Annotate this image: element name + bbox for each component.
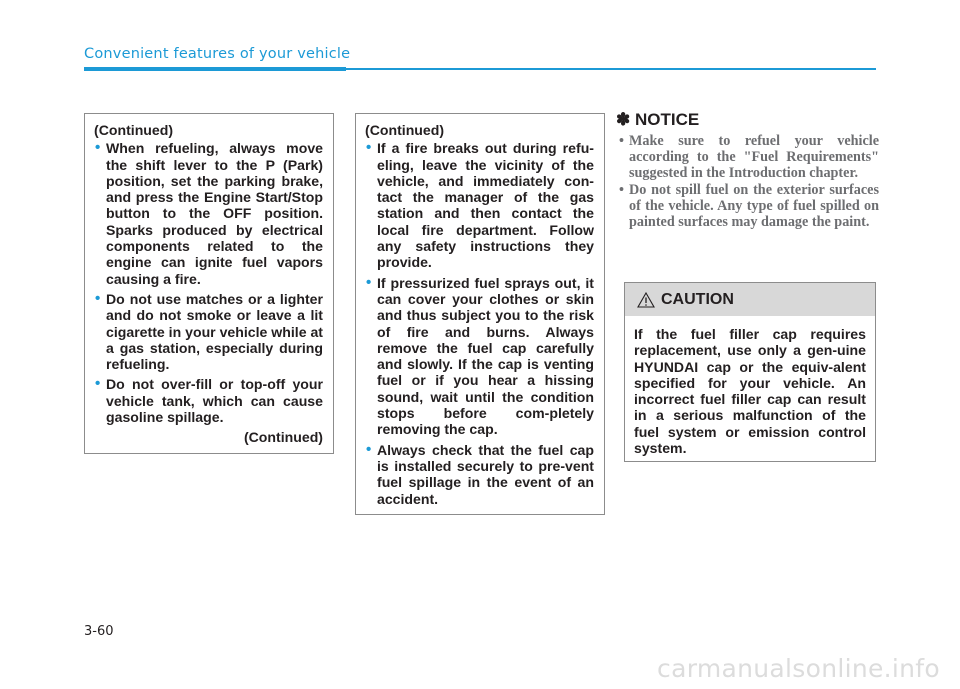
list-item: • Do not spill fuel on the exterior surfaces of the vehicle. Any type of fuel spilled on painted surfaces may damage the paint. [619, 181, 879, 231]
list-item: • Make sure to refuel your vehicle according to the "Fuel Requirements" suggested in the Introduction chapter. [619, 133, 879, 182]
list-item: • When refueling, always move the shift lever to the P (Park) position, set the parking brake, and press the Engine Start/Stop button to the OFF position. Sparks produced by electrical components related to the engine can ignite fuel vapors causing a fire. [95, 139, 323, 287]
continued-label: (Continued) [365, 122, 445, 138]
header-rule-thick [84, 67, 346, 71]
warning-box-middle [355, 113, 605, 515]
caution-header [625, 283, 875, 316]
list-item: • Do not use matches or a lighter and do not smoke or leave a lit cigarette in your vehicle while at a gas station, especially during refueling. [95, 289, 323, 373]
bullet-icon: • [619, 181, 624, 198]
list-item: • If a fire breaks out during refu-eling, leave the vicinity of the vehicle, and immediately con-tact the manager of the gas station and then contact the local fire department. Follow any safety instructions they provide. [366, 139, 594, 271]
section-title: Convenient features of your vehicle [84, 46, 351, 62]
caution-label: CAUTION [661, 290, 734, 308]
notice-section [618, 110, 879, 230]
watermark: carmanualsonline.info [657, 654, 940, 683]
warning-list [94, 140, 323, 425]
list-item: • Do not over-fill or top-off your vehicle tank, which can cause gasoline spillage. [95, 375, 323, 426]
caution-text: If the fuel filler cap requires replacement, use only a gen-uine HYUNDAI cap or the equiv-alent specified for your vehicle. An incorrect fuel filler cap can result in a serious malfunction of the fuel system or emission control system. [634, 326, 866, 457]
bullet-icon: • [95, 289, 101, 307]
continued-label: (Continued) [94, 122, 174, 138]
list-item: • Always check that the fuel cap is installed securely to pre-vent fuel spillage in the event of an accident. [366, 440, 594, 507]
warning-triangle-icon [637, 292, 655, 308]
bullet-icon: • [95, 139, 101, 157]
continued-label-end: (Continued) [243, 429, 323, 446]
caution-box [624, 282, 876, 462]
page-number: 3-60 [84, 624, 114, 639]
bullet-icon: • [619, 133, 624, 149]
header-rule-thin [346, 68, 876, 70]
warning-box-left [84, 113, 334, 454]
bullet-icon: • [95, 375, 101, 393]
bullet-icon: • [366, 273, 372, 291]
bullet-icon: • [366, 440, 372, 458]
notice-title: ✽ NOTICE [616, 110, 700, 129]
notice-list [618, 133, 879, 230]
list-item: • If pressurized fuel sprays out, it can cover your clothes or skin and thus subject you to the risk of fire and burns. Always remove the fuel cap carefully and slowly. If the cap is venting fuel or if you hear a hissing sound, wait until the condition stops before com-pletely removing the cap. [366, 273, 594, 438]
bullet-icon: • [366, 139, 372, 157]
warning-list [365, 140, 594, 507]
